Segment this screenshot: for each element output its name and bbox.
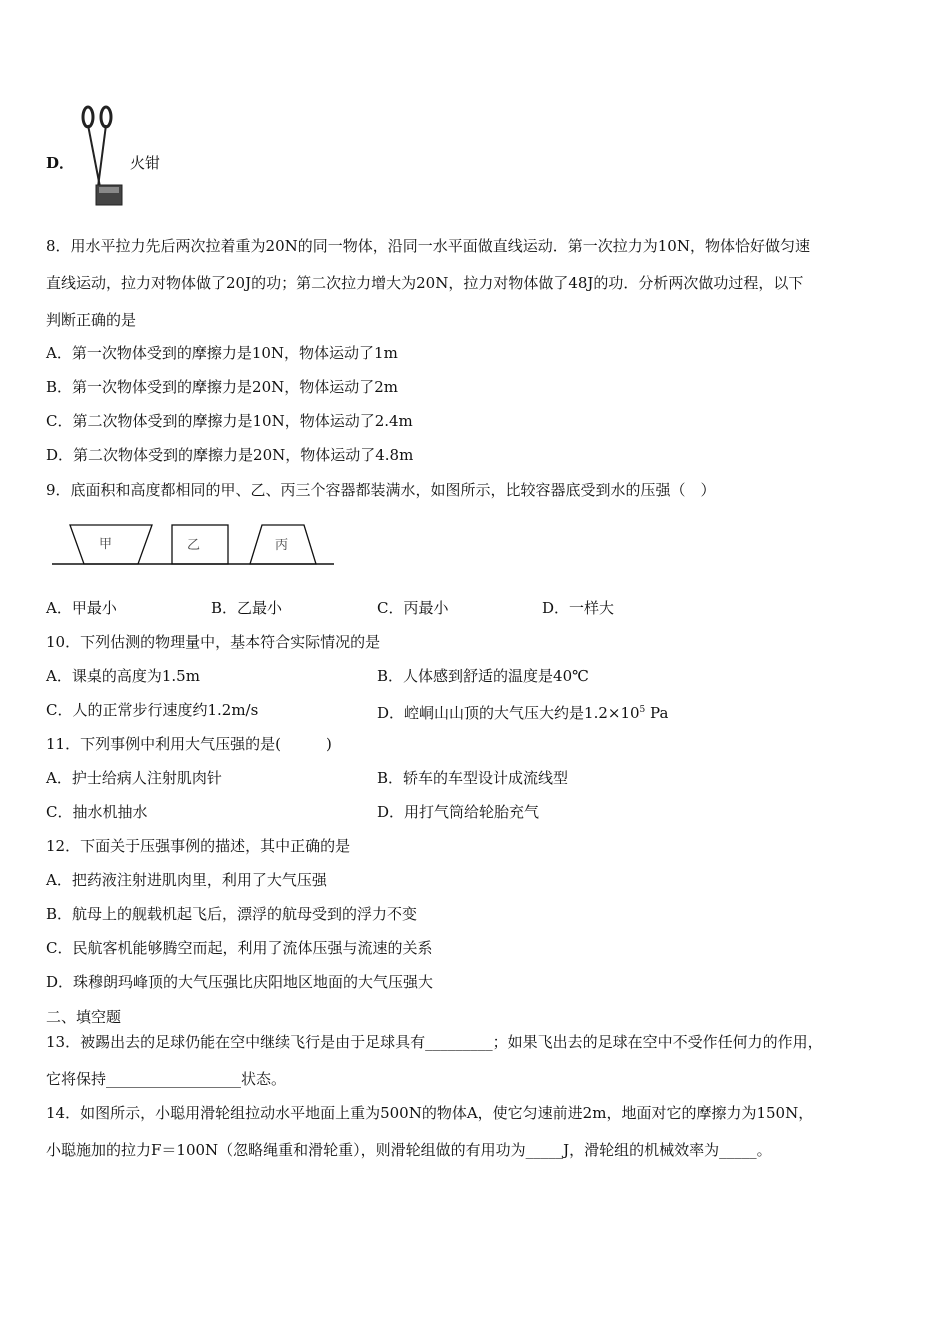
q10-option-a: A．课桌的高度为1.5m <box>46 667 200 685</box>
q8-stem-line2: 直线运动，拉力对物体做了20J的功；第二次拉力增大为20N，拉力对物体做了48J的功．分析两次做功过程，以下 <box>46 274 804 292</box>
q12-stem: 12．下面关于压强事例的描述，其中正确的是 <box>46 837 351 855</box>
q8-option-b: B．第一次物体受到的摩擦力是20N，物体运动了2m <box>46 378 399 396</box>
q8-option-c: C．第二次物体受到的摩擦力是10N，物体运动了2.4m <box>46 412 413 430</box>
q9-option-b: B．乙最小 <box>211 599 283 617</box>
q12-option-c: C．民航客机能够腾空而起，利用了流体压强与流速的关系 <box>46 939 433 957</box>
q10-option-b: B．人体感到舒适的温度是40℃ <box>377 667 589 685</box>
q13-line2: 它将保持__________________状态。 <box>46 1070 287 1088</box>
q9-option-c: C．丙最小 <box>377 599 449 617</box>
q7-option-d-label: D． <box>46 154 75 172</box>
q12-option-a: A．把药液注射进肌肉里，利用了大气压强 <box>46 871 327 889</box>
q11-option-d: D．用打气筒给轮胎充气 <box>377 803 540 821</box>
q8-stem-line1: 8．用水平拉力先后两次拉着重为20N的同一物体，沿同一水平面做直线运动．第一次拉力为10N，物体恰好做匀速 <box>46 237 810 255</box>
container-label-bing: 丙 <box>275 538 289 553</box>
q9-option-a: A．甲最小 <box>46 599 117 617</box>
q11-option-c: C．抽水机抽水 <box>46 803 148 821</box>
q9-option-d: D．一样大 <box>542 599 615 617</box>
q10-option-d <box>377 700 668 723</box>
q14-line1: 14．如图所示，小聪用滑轮组拉动水平地面上重为500N的物体A，使它匀速前进2m，地面对它的摩擦力为150N， <box>46 1104 814 1122</box>
section-title-fill-blank: 二、填空题 <box>46 1008 122 1026</box>
container-label-jia: 甲 <box>99 537 113 552</box>
q13-line1: 13．被踢出去的足球仍能在空中继续飞行是由于足球具有_________；如果飞出去的足球在空中不受作任何力的作用， <box>46 1033 823 1051</box>
q9-stem: 9．底面积和高度都相同的甲、乙、丙三个容器都装满水，如图所示，比较容器底受到水的压强（ ） <box>46 481 716 499</box>
q8-option-d: D．第二次物体受到的摩擦力是20N，物体运动了4.8m <box>46 446 414 464</box>
q10-stem: 10．下列估测的物理量中，基本符合实际情况的是 <box>46 633 381 651</box>
container-label-yi: 乙 <box>187 538 201 553</box>
q11-option-a: A．护士给病人注射肌肉针 <box>46 769 222 787</box>
q11-option-b: B．轿车的车型设计成流线型 <box>377 769 569 787</box>
fire-tongs-icon <box>78 103 128 211</box>
q12-option-b: B．航母上的舰载机起飞后，漂浮的航母受到的浮力不变 <box>46 905 418 923</box>
q10-option-d-exponent: 5 <box>639 705 646 715</box>
q14-line2: 小聪施加的拉力F＝100N（忽略绳重和滑轮重），则滑轮组做的有用功为_____J，滑轮组的机械效率为_____。 <box>46 1141 772 1159</box>
q8-stem-line3: 判断正确的是 <box>46 311 137 329</box>
q12-option-d: D．珠穆朗玛峰顶的大气压强比庆阳地区地面的大气压强大 <box>46 973 434 991</box>
q10-option-d-unit: Pa <box>645 704 669 722</box>
q8-option-a: A．第一次物体受到的摩擦力是10N，物体运动了1m <box>46 344 398 362</box>
q10-option-c: C．人的正常步行速度约1.2m/s <box>46 701 259 719</box>
q11-stem: 11．下列事例中利用大气压强的是( ) <box>46 735 332 753</box>
q10-option-d-text: D．崆峒山山顶的大气压大约是1.2×10 <box>377 704 640 722</box>
q7-option-d-text: 火钳 <box>130 154 161 172</box>
